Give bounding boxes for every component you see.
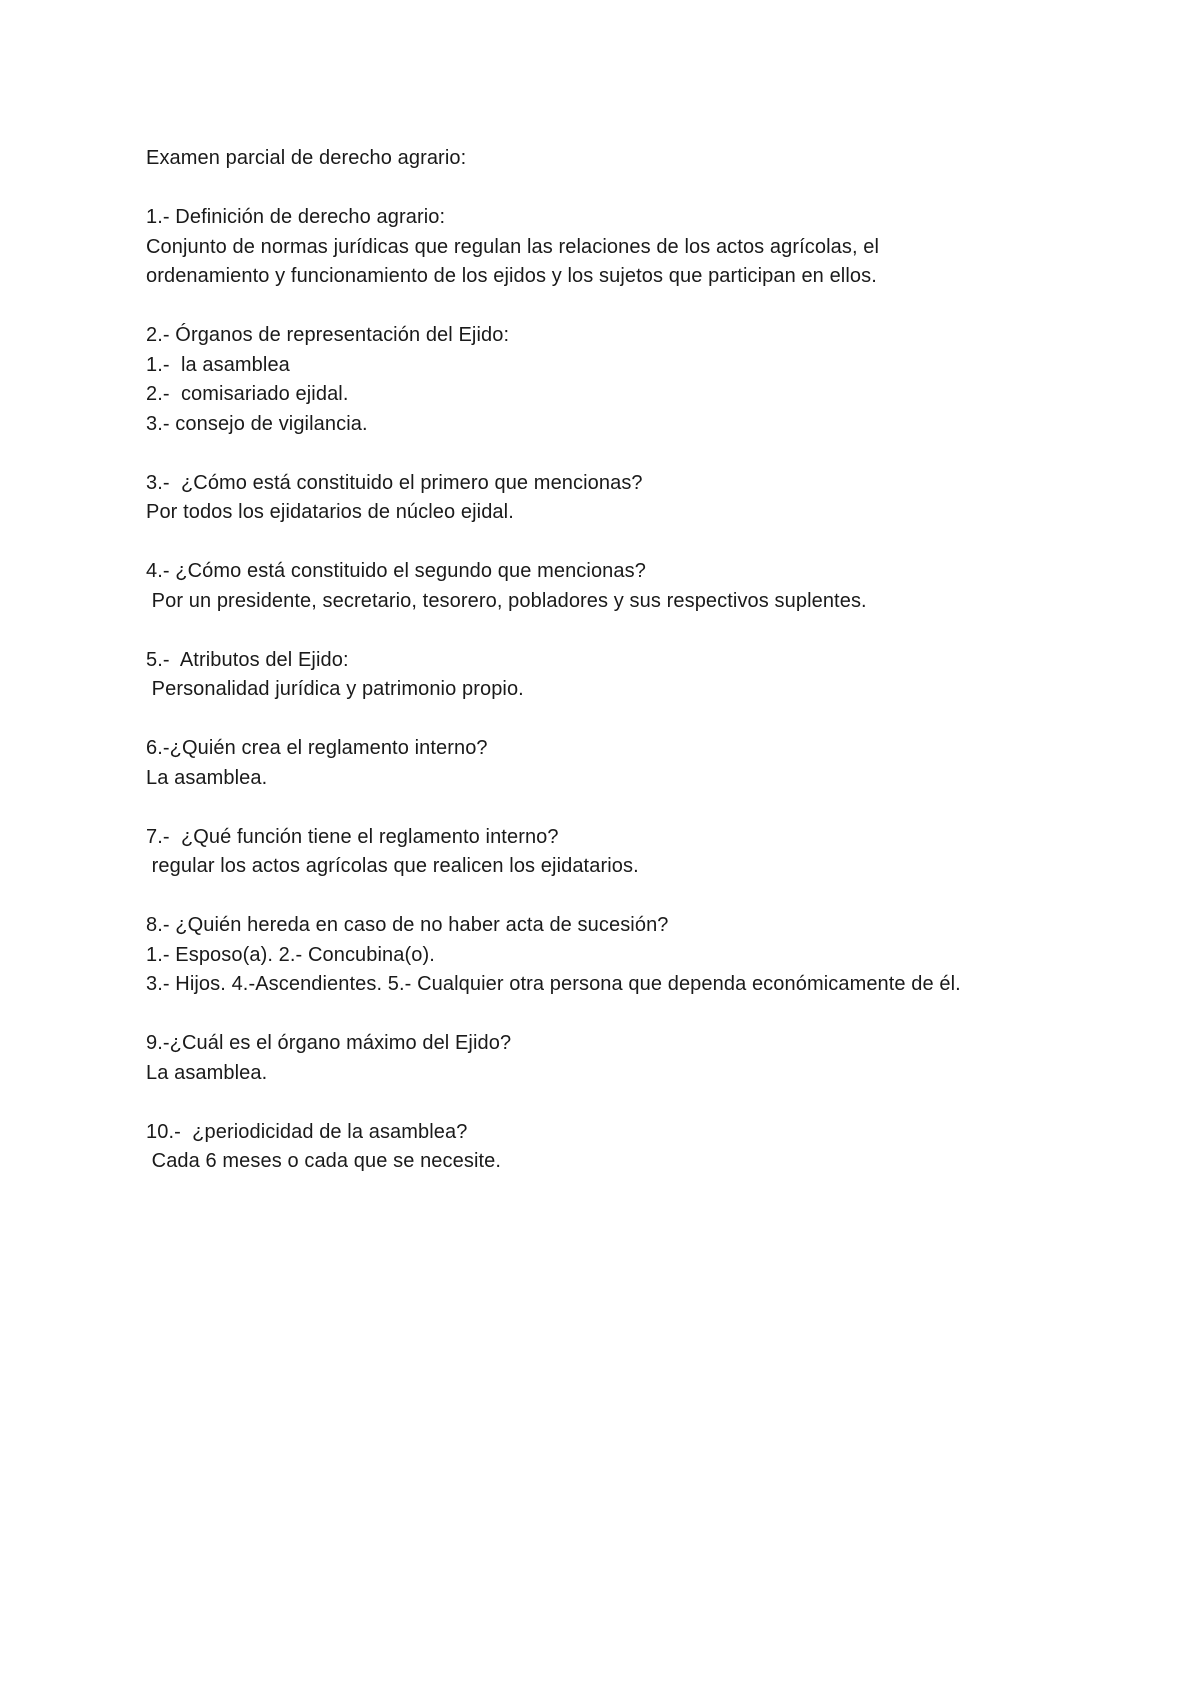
question-block-1: [146, 203, 1106, 292]
spacer: [146, 705, 1106, 735]
document-page: [146, 144, 1106, 1177]
question-10: 10.- ¿periodicidad de la asamblea?: [146, 1120, 468, 1143]
answer-2-line-3: 3.- consejo de vigilancia.: [146, 412, 368, 435]
question-block-8: [146, 911, 1106, 1000]
answer-9: La asamblea.: [146, 1061, 268, 1084]
answer-1-line-1: Conjunto de normas jurídicas que regulan las relaciones de los actos agrícolas, el: [146, 235, 880, 258]
question-8: 8.- ¿Quién hereda en caso de no haber acta de sucesión?: [146, 914, 669, 936]
answer-10: Cada 6 meses o cada que se necesite.: [146, 1150, 502, 1172]
answer-6: La asamblea.: [146, 766, 268, 789]
question-block-9: [146, 1029, 1106, 1088]
question-block-10: [146, 1118, 1106, 1177]
answer-5: Personalidad jurídica y patrimonio propio.: [146, 678, 524, 700]
question-1: 1.- Definición de derecho agrario:: [146, 206, 446, 228]
question-block-3: [146, 469, 1106, 528]
question-9: 9.-¿Cuál es el órgano máximo del Ejido?: [146, 1032, 512, 1054]
answer-7: regular los actos agrícolas que realicen los ejidatarios.: [146, 855, 639, 877]
spacer: [146, 793, 1106, 823]
spacer: [146, 1088, 1106, 1118]
document-title: Examen parcial de derecho agrario:: [146, 147, 467, 169]
question-block-4: [146, 557, 1106, 616]
spacer: [146, 174, 1106, 204]
question-3: 3.- ¿Cómo está constituido el primero que mencionas?: [146, 471, 643, 494]
answer-4: Por un presidente, secretario, tesorero, pobladores y sus respectivos suplentes.: [146, 589, 867, 612]
question-6: 6.-¿Quién crea el reglamento interno?: [146, 737, 488, 759]
question-block-7: [146, 823, 1106, 882]
question-2: 2.- Órganos de representación del Ejido:: [146, 324, 510, 346]
answer-8-line-2: 3.- Hijos. 4.-Ascendientes. 5.- Cualquier otra persona que dependa económicamente de él.: [146, 973, 961, 995]
answer-8-line-1: 1.- Esposo(a). 2.- Concubina(o).: [146, 943, 435, 966]
question-5: 5.- Atributos del Ejido:: [146, 648, 349, 671]
spacer: [146, 528, 1106, 558]
question-4: 4.- ¿Cómo está constituido el segundo que mencionas?: [146, 560, 646, 582]
answer-2-line-1: 1.- la asamblea: [146, 353, 290, 376]
answer-2-line-2: 2.- comisariado ejidal.: [146, 383, 349, 405]
spacer: [146, 616, 1106, 646]
answer-3: Por todos los ejidatarios de núcleo ejidal.: [146, 501, 514, 523]
question-block-5: [146, 646, 1106, 705]
answer-1-line-2: ordenamiento y funcionamiento de los ejidos y los sujetos que participan en ellos.: [146, 265, 877, 287]
spacer: [146, 1000, 1106, 1030]
spacer: [146, 292, 1106, 322]
question-block-2: [146, 321, 1106, 439]
question-7: 7.- ¿Qué función tiene el reglamento interno?: [146, 825, 559, 848]
spacer: [146, 439, 1106, 469]
spacer: [146, 882, 1106, 912]
question-block-6: [146, 734, 1106, 793]
